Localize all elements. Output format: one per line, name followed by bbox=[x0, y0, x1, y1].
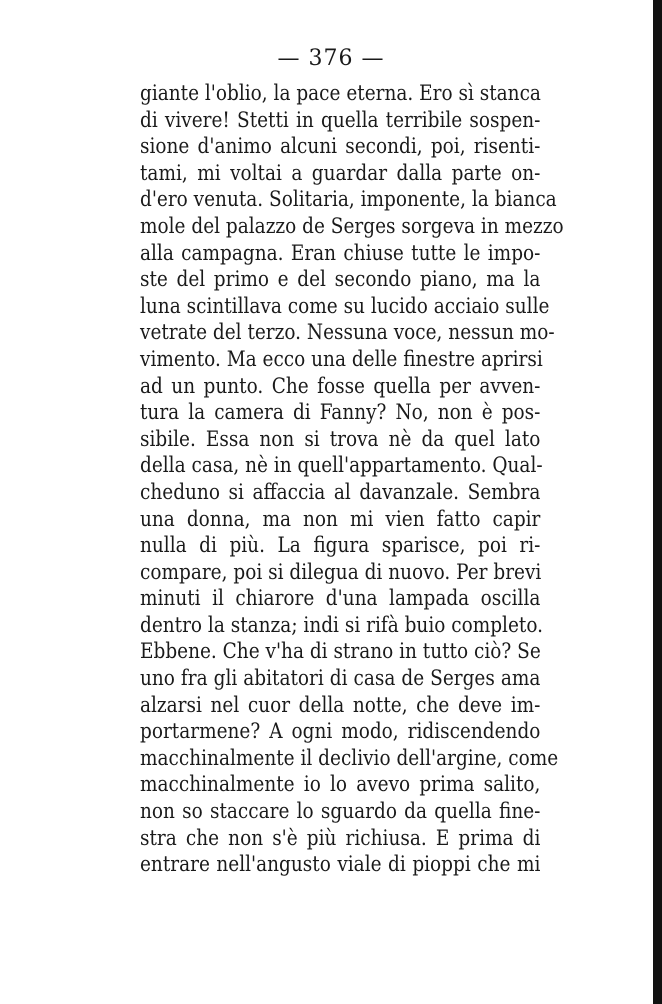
text-line: ste del primo e del secondo piano, ma la bbox=[140, 267, 541, 292]
text-line: luna scintillava come su lucido acciaio sulle bbox=[140, 293, 550, 318]
page-number: — 376 — bbox=[277, 46, 385, 71]
text-line: Ebbene. Che v'ha di strano in tutto ciò? Se bbox=[140, 639, 541, 664]
page-edge-shadow bbox=[653, 0, 662, 1004]
text-line: sione d'animo alcuni secondi, poi, risenti- bbox=[140, 134, 541, 159]
text-line: non so staccare lo sguardo da quella fine- bbox=[140, 799, 541, 824]
text-line: ad un punto. Che fosse quella per avven- bbox=[140, 373, 541, 398]
text-line: della casa, nè in quell'appartamento. Qual- bbox=[140, 453, 543, 478]
text-line: tura la camera di Fanny? No, non è pos- bbox=[140, 400, 541, 425]
text-line: macchinalmente il declivio dell'argine, come bbox=[140, 745, 559, 770]
text-line: una donna, ma non mi vien fatto capir bbox=[140, 506, 541, 531]
body-text bbox=[140, 80, 564, 878]
text-line: compare, poi si dilegua di nuovo. Per brevi bbox=[140, 559, 542, 584]
text-line: uno fra gli abitatori di casa de Serges ama bbox=[140, 666, 541, 691]
text-line: vimento. Ma ecco una delle finestre aprirsi bbox=[140, 346, 543, 371]
text-line: giante l'oblio, la pace eterna. Ero sì stanca bbox=[140, 81, 541, 105]
text-line: tami, mi voltai a guardar dalla parte on- bbox=[140, 160, 541, 185]
text-line: vetrate del terzo. Nessuna voce, nessun mo- bbox=[140, 320, 555, 345]
text-line: entrare nell'angusto viale di pioppi che mi bbox=[140, 852, 541, 877]
text-line: dentro la stanza; indi si rifà buio completo. bbox=[140, 612, 544, 637]
text-line: nulla di più. La figura sparisce, poi ri- bbox=[140, 533, 541, 558]
text-line: macchinalmente io lo avevo prima salito, bbox=[140, 772, 541, 797]
text-line: stra che non s'è più richiusa. E prima di bbox=[140, 825, 541, 850]
text-line: cheduno si affaccia al davanzale. Sembra bbox=[140, 479, 541, 504]
text-line: alla campagna. Eran chiuse tutte le impo- bbox=[140, 240, 541, 265]
text-line: alzarsi nel cuor della notte, che deve im- bbox=[140, 692, 541, 717]
text-line: minuti il chiarore d'una lampada oscilla bbox=[140, 586, 541, 611]
text-line: sibile. Essa non si trova nè da quel lato bbox=[140, 426, 541, 451]
text-line: mole del palazzo de Serges sorgeva in mezzo bbox=[140, 213, 564, 238]
text-line: d'ero venuta. Solitaria, imponente, la bianca bbox=[140, 187, 557, 212]
text-line: portarmene? A ogni modo, ridiscendendo bbox=[140, 719, 541, 744]
text-line: di vivere! Stetti in quella terribile sospen- bbox=[140, 107, 541, 132]
